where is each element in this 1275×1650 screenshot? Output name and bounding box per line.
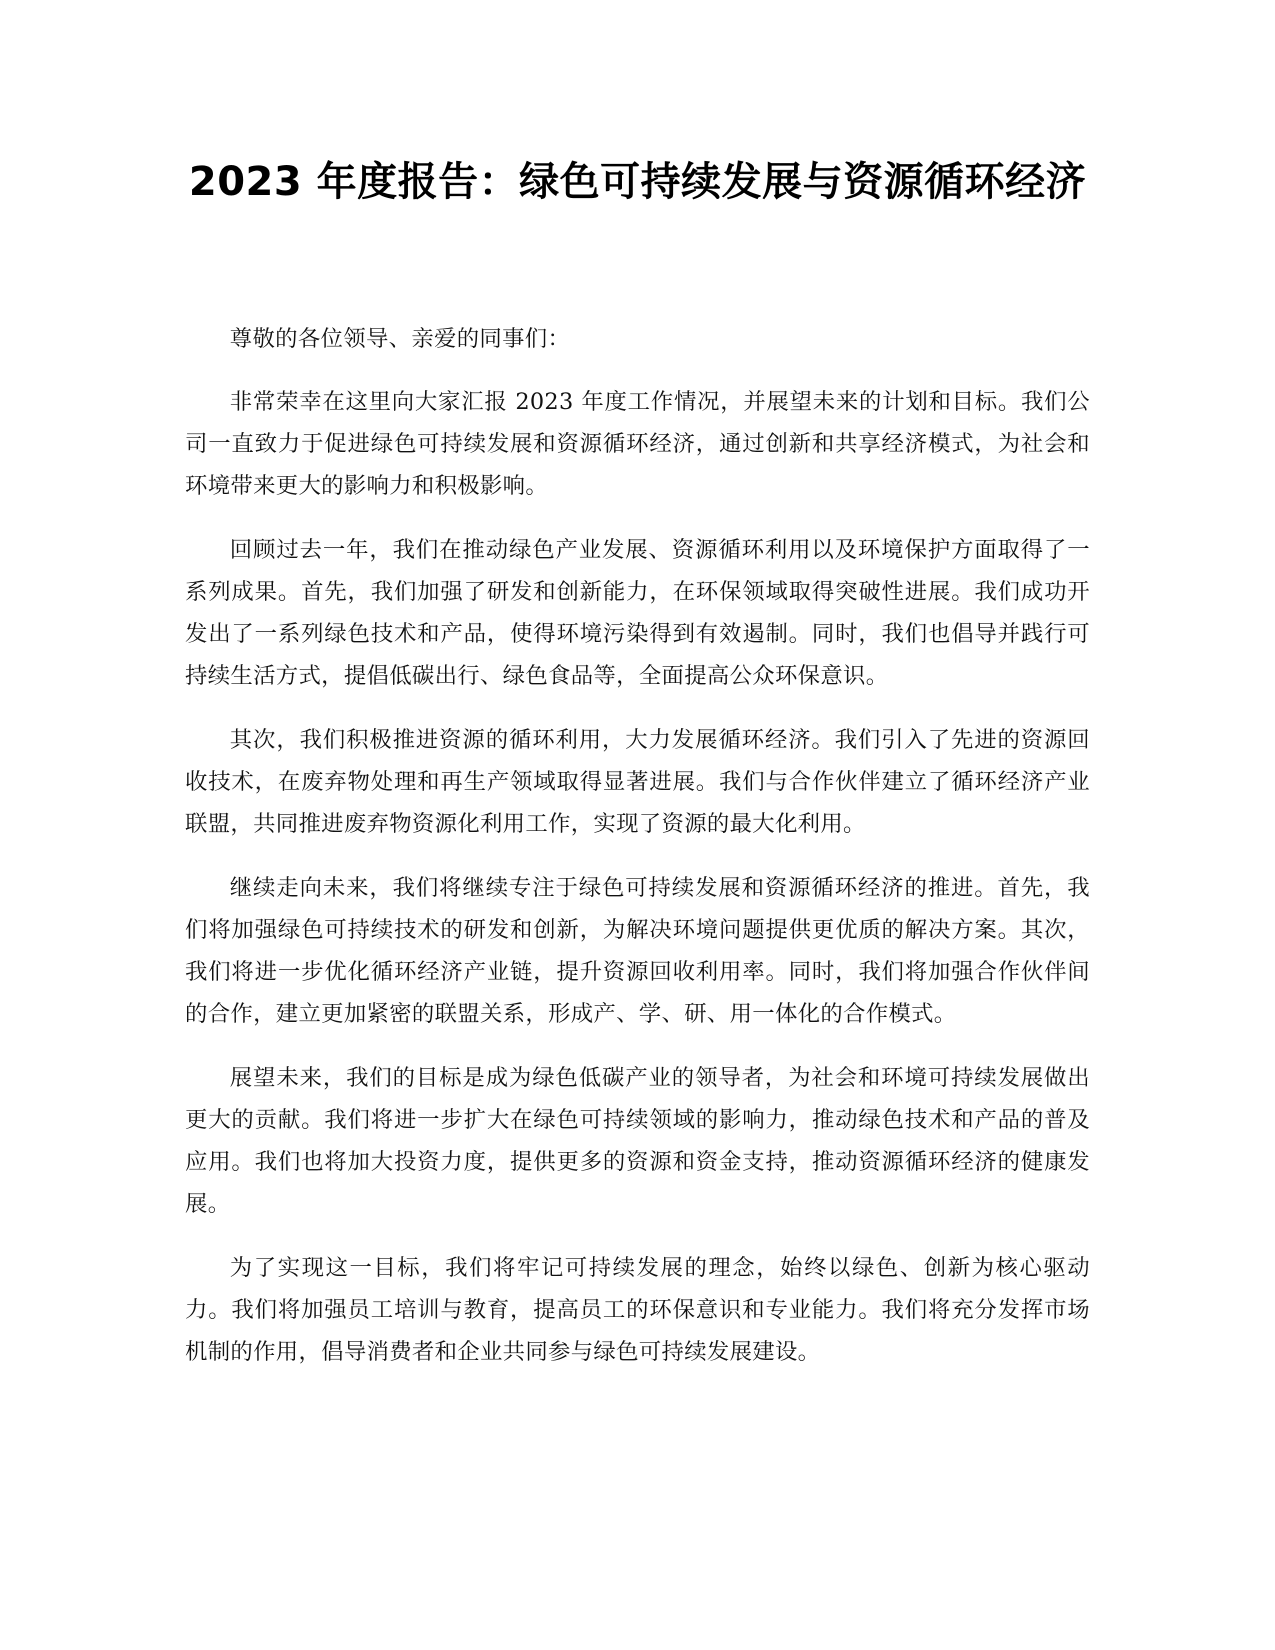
intro-paragraph: 非常荣幸在这里向大家汇报 2023 年度工作情况，并展望未来的计划和目标。我们公司一直致力于促进绿色可持续发展和资源循环经济，通过创新和共享经济模式，为社会和环境带来更大的影响力和积极影响。 bbox=[185, 389, 1090, 499]
salutation-paragraph: 尊敬的各位领导、亲爱的同事们： bbox=[229, 326, 571, 352]
review-paragraph: 回顾过去一年，我们在推动绿色产业发展、资源循环利用以及环境保护方面取得了一系列成果。首先，我们加强了研发和创新能力，在环保领域取得突破性进展。我们成功开发出了一系列绿色技术和产品，使得环境污染得到有效遏制。同时，我们也倡导并践行可持续生活方式，提倡低碳出行、绿色食品等，全面提高公众环保意识。 bbox=[185, 537, 1090, 689]
future-plan-paragraph: 继续走向未来，我们将继续专注于绿色可持续发展和资源循环经济的推进。首先，我们将加强绿色可持续技术的研发和创新，为解决环境问题提供更优质的解决方案。其次，我们将进一步优化循环经济产业链，提升资源回收利用率。同时，我们将加强合作伙伴间的合作，建立更加紧密的联盟关系，形成产、学、研、用一体化的合作模式。 bbox=[185, 875, 1090, 1027]
circular-economy-paragraph: 其次，我们积极推进资源的循环利用，大力发展循环经济。我们引入了先进的资源回收技术，在废弃物处理和再生产领域取得显著进展。我们与合作伙伴建立了循环经济产业联盟，共同推进废弃物资源化利用工作，实现了资源的最大化利用。 bbox=[185, 727, 1090, 837]
document-body bbox=[185, 318, 1090, 1395]
document-title: 2023 年度报告：绿色可持续发展与资源循环经济 bbox=[188, 159, 1087, 205]
goal-paragraph: 为了实现这一目标，我们将牢记可持续发展的理念，始终以绿色、创新为核心驱动力。我们将加强员工培训与教育，提高员工的环保意识和专业能力。我们将充分发挥市场机制的作用，倡导消费者和企业共同参与绿色可持续发展建设。 bbox=[185, 1255, 1090, 1365]
outlook-paragraph: 展望未来，我们的目标是成为绿色低碳产业的领导者，为社会和环境可持续发展做出更大的贡献。我们将进一步扩大在绿色可持续领域的影响力，推动绿色技术和产品的普及应用。我们也将加大投资力度，提供更多的资源和资金支持，推动资源循环经济的健康发展。 bbox=[185, 1065, 1090, 1217]
